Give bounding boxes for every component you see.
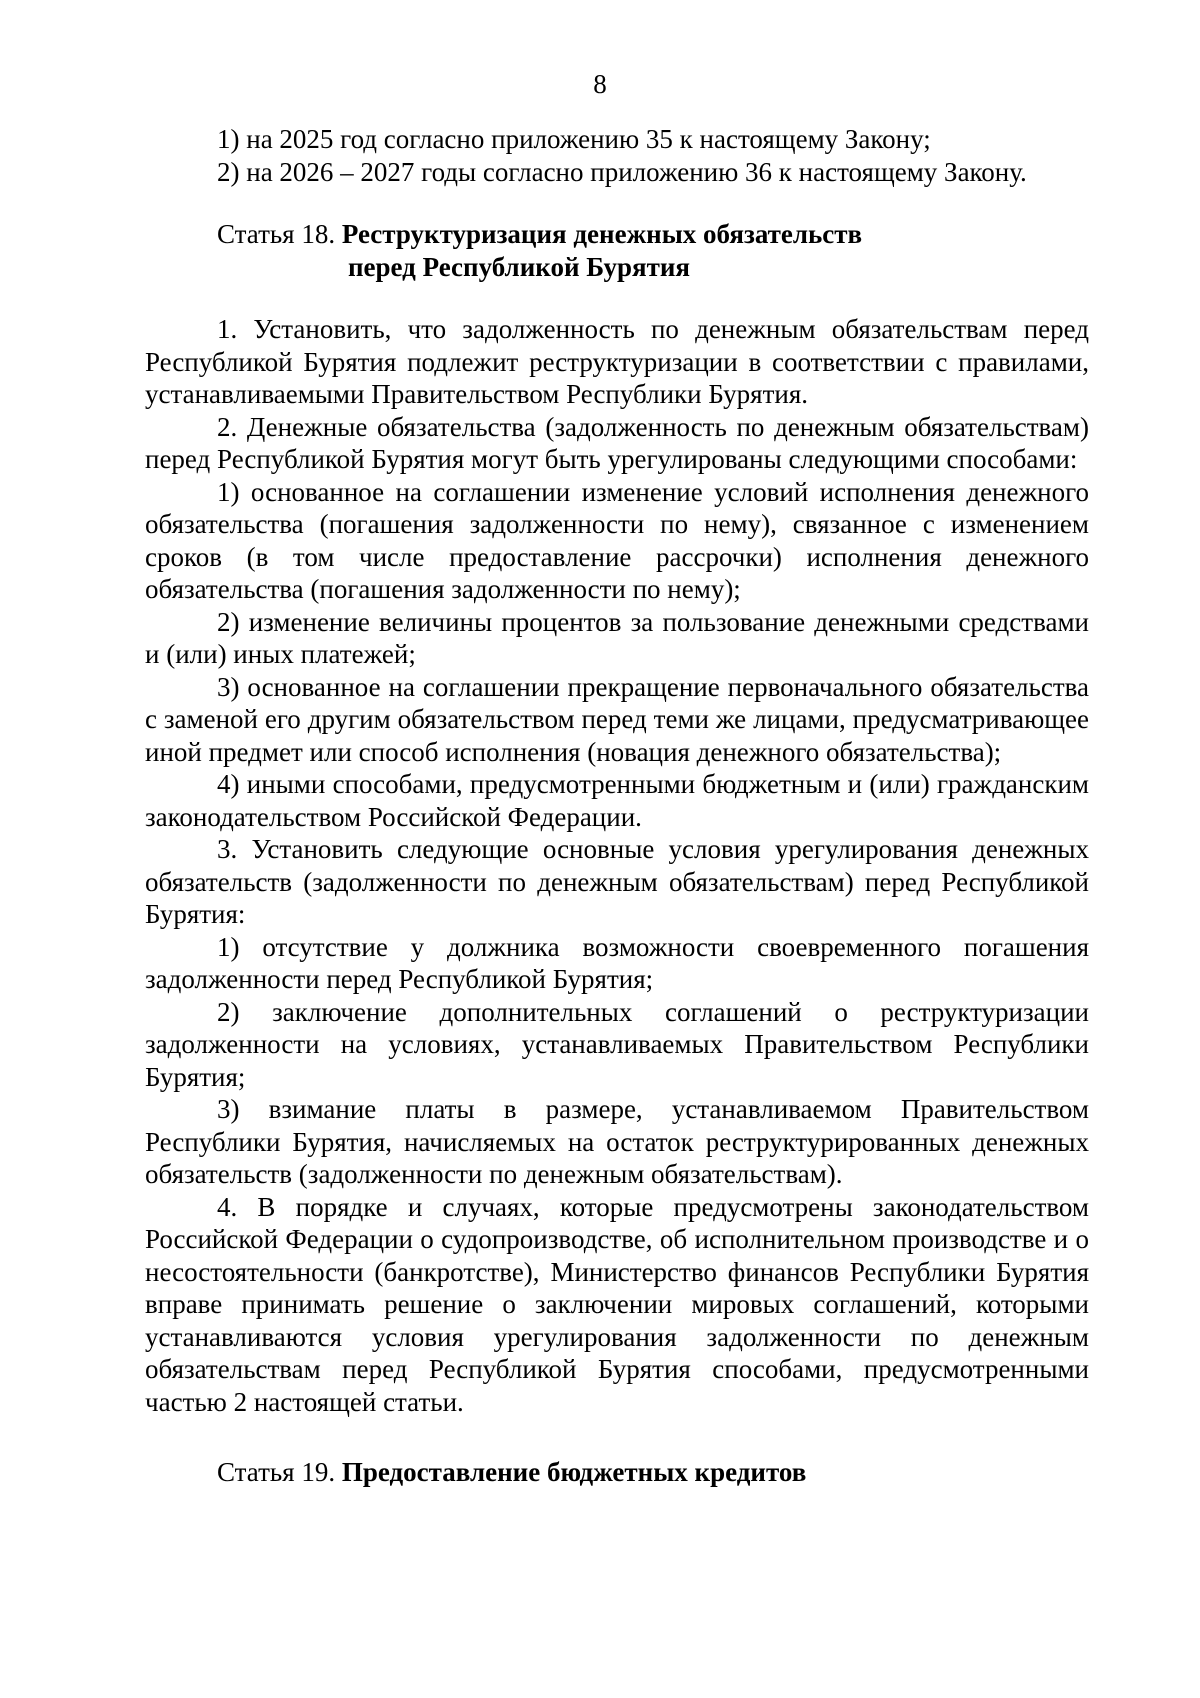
article-18-paragraph: 1) основанное на соглашении изменение условий исполнения денежного обязательства (погашения задолженности по нему), связанное с изменением сроков (в том числе предоставление рассрочки) исполнения денежного обязательства (погашения задолженности по нему);	[145, 476, 1089, 604]
article-19-number: Статья 19.	[217, 1457, 336, 1487]
intro-item-2: 2) на 2026 – 2027 годы согласно приложению 36 к настоящему Закону.	[217, 156, 1027, 187]
article-18-paragraph: 4. В порядке и случаях, которые предусмотрены законодательством Российской Федерации о судопроизводстве, об исполнительном производстве и о несостоятельности (банкротстве), Министерство финансов Республики Бурятия вправе принимать решение о заключении мировых соглашений, которыми устанавливаются условия урегулирования задолженности по денежным обязательствам перед Республикой Бурятия способами, предусмотренными частью 2 настоящей статьи.	[145, 1191, 1089, 1417]
article-18-paragraph: 2) заключение дополнительных соглашений о реструктуризации задолженности на условиях, устанавливаемых Правительством Республики Бурятия;	[145, 996, 1089, 1092]
intro-item-1: 1) на 2025 год согласно приложению 35 к настоящему Закону;	[217, 124, 931, 154]
article-18-paragraph: 3) основанное на соглашении прекращение первоначального обязательства с заменой его другим обязательством перед теми же лицами, предусматривающее иной предмет или способ исполнения (новация денежного обязательства);	[145, 671, 1089, 767]
article-18-number: Статья 18.	[217, 219, 336, 249]
article-19-title: Предоставление бюджетных кредитов	[341, 1457, 807, 1487]
article-18-paragraph: 2. Денежные обязательства (задолженность по денежным обязательствам) перед Республикой Бурятия могут быть урегулированы следующими способами:	[145, 411, 1089, 474]
article-18-paragraph: 1) отсутствие у должника возможности своевременного погашения задолженности перед Республикой Бурятия;	[145, 931, 1089, 994]
article-18-paragraph: 3) взимание платы в размере, устанавливаемом Правительством Республики Бурятия, начисляемых на остаток реструктурированных денежных обязательств (задолженности по денежным обязательствам).	[145, 1094, 1089, 1189]
article-18-paragraph: 1. Установить, что задолженность по денежным обязательствам перед Республикой Бурятия подлежит реструктуризации в соответствии с правилами, устанавливаемыми Правительством Республики Бурятия.	[145, 314, 1089, 409]
article-18-title-line1: Реструктуризация денежных обязательств	[341, 219, 863, 249]
document-body	[145, 123, 1089, 1489]
article-18-paragraph: 3. Установить следующие основные условия урегулирования денежных обязательств (задолженности по денежным обязательствам) перед Республикой Бурятия:	[145, 834, 1089, 929]
article-18-paragraph: 2) изменение величины процентов за пользование денежными средствами и (или) иных платежей;	[145, 606, 1089, 669]
article-18-paragraph: 4) иными способами, предусмотренными бюджетным и (или) гражданским законодательством Российской Федерации.	[145, 769, 1089, 832]
article-19-heading	[145, 1456, 1089, 1489]
page-number: 8	[593, 69, 607, 99]
article-18-title-line2: перед Республикой Бурятия	[348, 251, 690, 282]
article-18-heading	[145, 218, 1089, 283]
